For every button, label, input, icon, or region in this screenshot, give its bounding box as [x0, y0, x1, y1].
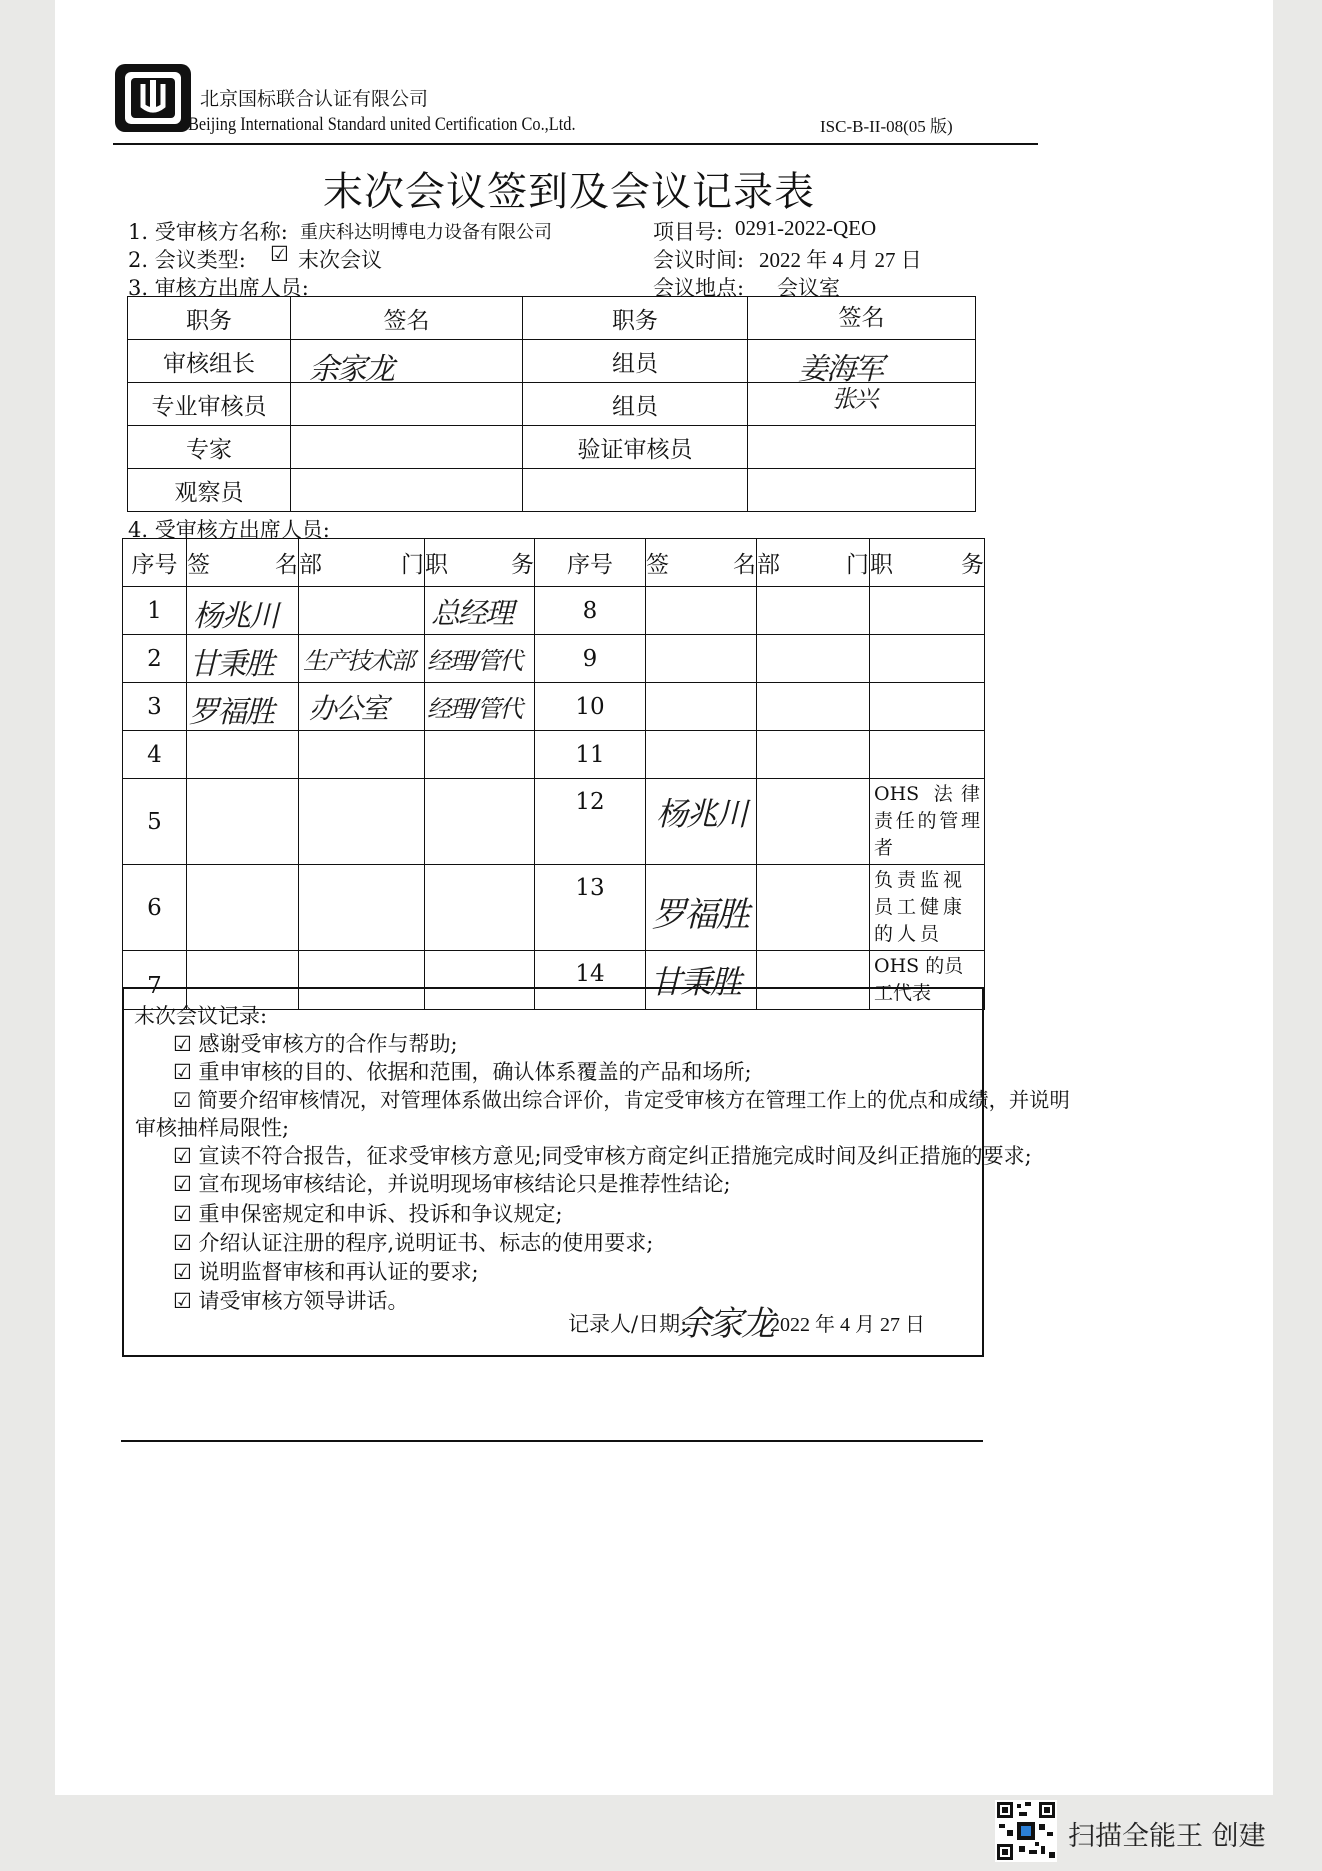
- project-label: 项目号:: [653, 220, 724, 244]
- scanner-watermark-text: 扫描全能王 创建: [1068, 1821, 1266, 1852]
- record-item: [173, 1056, 752, 1086]
- form-code: ISC-B-II-08(05 版): [820, 117, 953, 136]
- header-sign-1: [187, 539, 299, 587]
- auditee-team-row: [123, 731, 985, 779]
- meeting-type-label: 2. 会议类型:: [128, 248, 246, 272]
- signature-cell: [646, 587, 757, 635]
- record-item-text: 宣布现场审核结论，并说明现场审核结论只是推荐性结论;: [198, 1172, 731, 1196]
- record-item-text: 介绍认证注册的程序,说明证书、标志的使用要求;: [198, 1231, 654, 1255]
- position-handwriting: 总经理: [431, 596, 513, 630]
- header-no-1: 序号: [123, 539, 187, 587]
- auditee-team-row: [123, 683, 985, 731]
- signature-cell: [748, 340, 976, 387]
- row-number: 13: [535, 865, 646, 951]
- signature-cell: [291, 469, 523, 512]
- record-item: [173, 1198, 563, 1228]
- department-cell: [299, 587, 425, 635]
- header-no-2: 序号: [535, 539, 646, 587]
- audit-team-row: [128, 383, 976, 426]
- meeting-type-value: 末次会议: [298, 248, 382, 272]
- recorder-date: 2022 年 4 月 27 日: [770, 1314, 925, 1336]
- record-item: [173, 1028, 458, 1058]
- header-post-2: [870, 539, 985, 587]
- record-item-checkbox: ☑: [173, 1088, 192, 1112]
- isc-logo-icon: [113, 62, 193, 134]
- position-cell: [425, 635, 535, 683]
- signature-handwriting: 姜海军: [798, 352, 882, 387]
- company-name-cn: 北京国标联合认证有限公司: [200, 88, 429, 110]
- header-char: 务: [961, 552, 984, 578]
- record-item-checkbox: ☑: [173, 1202, 192, 1226]
- row-number: 3: [123, 683, 187, 731]
- position-cell: [870, 635, 985, 683]
- position-cell: OHS 法律责任的管理者: [870, 779, 985, 865]
- document-sheet: [55, 0, 1273, 1795]
- record-item: [173, 1168, 731, 1198]
- row-number: 14: [535, 951, 646, 1010]
- auditee-team-table: [122, 538, 985, 1010]
- role-cell: 组员: [523, 340, 748, 383]
- row-number: 11: [535, 731, 646, 779]
- record-item-checkbox: ☑: [173, 1289, 192, 1313]
- meeting-place-value: 会议室: [777, 276, 840, 300]
- record-item-text: 简要介绍审核情况，对管理体系做出综合评价，肯定受审核方在管理工作上的优点和成绩，并说明: [197, 1088, 1070, 1112]
- signature-handwriting: 杨兆川: [656, 795, 747, 833]
- project-value: 0291-2022-QEO: [735, 216, 877, 240]
- position-cell: [425, 731, 535, 779]
- row-number: 1: [123, 587, 187, 635]
- signature-cell: [646, 683, 757, 731]
- header-sign-1: 签名: [291, 297, 523, 340]
- department-handwriting: 办公室: [309, 692, 388, 725]
- signature-cell: [291, 426, 523, 469]
- record-item: [173, 1285, 409, 1315]
- header-dept-1: [299, 539, 425, 587]
- signature-cell: [646, 779, 757, 865]
- signature-handwriting: 罗福胜: [652, 895, 748, 935]
- header-char: 门: [846, 552, 869, 578]
- position-handwriting: 经理/管代: [427, 647, 522, 675]
- role-cell: 观察员: [128, 469, 291, 512]
- header-char: 部: [299, 552, 322, 578]
- record-title: 末次会议记录:: [134, 1004, 268, 1028]
- record-item-text: 重申审核的目的、依据和范围，确认体系覆盖的产品和场所;: [198, 1060, 752, 1084]
- position-cell: [425, 683, 535, 731]
- row-number: 10: [535, 683, 646, 731]
- row-number: 6: [123, 865, 187, 951]
- header-post-1: [425, 539, 535, 587]
- page-title: 末次会议签到及会议记录表: [323, 169, 815, 215]
- record-item: [173, 1084, 1070, 1113]
- company-name-en: Beijing International Standard united Certification Co.,Ltd.: [188, 114, 576, 135]
- signature-cell: [748, 383, 976, 426]
- header-char: 名: [733, 552, 756, 578]
- footer-rule: [121, 1440, 983, 1442]
- auditee-team-row: [123, 635, 985, 683]
- header-sign-2: 签名: [748, 297, 976, 340]
- signature-cell: [646, 731, 757, 779]
- auditee-attendees-label: 4. 受审核方出席人员:: [128, 518, 330, 542]
- audit-team-header-row: [128, 297, 976, 340]
- department-cell: [757, 587, 870, 635]
- record-item: [173, 1227, 653, 1257]
- signature-cell: [187, 731, 299, 779]
- auditee-label: 1. 受审核方名称:: [128, 220, 288, 244]
- row-number: 4: [123, 731, 187, 779]
- department-handwriting: 生产技术部: [303, 647, 413, 675]
- auditee-value: 重庆科达明博电力设备有限公司: [300, 222, 552, 243]
- header-rule: [113, 143, 1038, 145]
- signature-cell: [187, 779, 299, 865]
- row-number: 2: [123, 635, 187, 683]
- signature-handwriting: 罗福胜: [189, 695, 273, 730]
- department-cell: [757, 683, 870, 731]
- record-item: [173, 1256, 479, 1286]
- audit-team-table: [127, 296, 976, 512]
- audit-team-row: [128, 340, 976, 383]
- signature-handwriting: 余家龙: [309, 352, 393, 387]
- signature-cell: [748, 426, 976, 469]
- department-cell: [299, 683, 425, 731]
- record-item-text: 宣读不符合报告，征求受审核方意见;同受审核方商定纠正措施完成时间及纠正措施的要求;: [198, 1144, 1032, 1168]
- signature-cell: [187, 865, 299, 951]
- record-item-checkbox: ☑: [173, 1260, 192, 1284]
- header-role-1: 职务: [128, 297, 291, 340]
- position-cell: [870, 587, 985, 635]
- audit-team-row: [128, 469, 976, 512]
- header-role-2: 职务: [523, 297, 748, 340]
- record-item-text: 重申保密规定和申诉、投诉和争议规定;: [198, 1202, 563, 1226]
- record-item-checkbox: ☑: [173, 1060, 192, 1084]
- position-cell: [425, 865, 535, 951]
- record-item-checkbox: ☑: [173, 1032, 192, 1056]
- auditee-team-row: [123, 865, 985, 951]
- record-item: [173, 1140, 1032, 1170]
- signature-handwriting: 甘秉胜: [650, 963, 741, 1001]
- signature-cell: [291, 340, 523, 387]
- header-sign-2: [646, 539, 757, 587]
- record-item-checkbox: ☑: [173, 1172, 192, 1196]
- header-char: 务: [511, 552, 534, 578]
- qr-code-icon: [995, 1800, 1057, 1862]
- recorder-signature: 余家龙: [677, 1304, 773, 1344]
- header-char: 门: [401, 552, 424, 578]
- signature-cell: [748, 469, 976, 512]
- record-item-text: 说明监督审核和再认证的要求;: [198, 1260, 479, 1284]
- row-number: 12: [535, 779, 646, 865]
- signature-cell: [187, 683, 299, 731]
- role-cell: 验证审核员: [523, 426, 748, 469]
- department-cell: [299, 635, 425, 683]
- auditor-attendees-label: 3. 审核方出席人员:: [128, 276, 309, 300]
- auditee-team-row: [123, 779, 985, 865]
- department-cell: [757, 865, 870, 951]
- row-number: 8: [535, 587, 646, 635]
- header-char: 签: [646, 552, 669, 578]
- audit-team-row: [128, 426, 976, 469]
- signature-cell: [646, 865, 757, 951]
- record-item-text: 感谢受审核方的合作与帮助;: [198, 1032, 458, 1056]
- recorder-label: 记录人/日期:: [568, 1312, 688, 1336]
- meeting-type-checkbox: ☑: [270, 242, 289, 266]
- role-cell: 审核组长: [128, 340, 291, 383]
- signature-handwriting: 杨兆川: [193, 599, 277, 634]
- header-char: 名: [275, 552, 298, 578]
- department-cell: [299, 779, 425, 865]
- record-item-checkbox: ☑: [173, 1144, 192, 1168]
- signature-cell: [187, 587, 299, 635]
- record-item-checkbox: ☑: [173, 1231, 192, 1255]
- position-cell: [425, 779, 535, 865]
- header-dept-2: [757, 539, 870, 587]
- row-number: 5: [123, 779, 187, 865]
- department-cell: [757, 731, 870, 779]
- row-number: 7: [123, 951, 187, 1010]
- signature-cell: [646, 635, 757, 683]
- auditee-team-row: [123, 587, 985, 635]
- row-number: 9: [535, 635, 646, 683]
- signature-handwriting: 张兴: [832, 385, 876, 413]
- meeting-place-label: 会议地点:: [653, 276, 745, 300]
- position-cell: [870, 683, 985, 731]
- role-cell: [523, 469, 748, 512]
- record-item-text: 请受审核方领导讲话。: [198, 1289, 409, 1313]
- meeting-time-value: 2022 年 4 月 27 日: [759, 248, 922, 272]
- header-char: 签: [187, 552, 210, 578]
- signature-cell: [187, 635, 299, 683]
- position-cell: OHS 的员工代表: [870, 951, 985, 1010]
- department-cell: [299, 865, 425, 951]
- header-char: 部: [757, 552, 780, 578]
- meeting-time-label: 会议时间:: [653, 248, 745, 272]
- role-cell: 组员: [523, 383, 748, 426]
- record-item-continuation: 审核抽样局限性;: [135, 1116, 290, 1140]
- header-char: 职: [425, 552, 448, 578]
- header-char: 职: [870, 552, 893, 578]
- role-cell: 专家: [128, 426, 291, 469]
- position-cell: [870, 731, 985, 779]
- signature-handwriting: 甘秉胜: [189, 647, 273, 682]
- auditee-team-header-row: [123, 539, 985, 587]
- signature-cell: [291, 383, 523, 426]
- department-cell: [757, 635, 870, 683]
- position-cell: [425, 587, 535, 635]
- department-cell: [299, 731, 425, 779]
- department-cell: [757, 779, 870, 865]
- position-handwriting: 经理/管代: [427, 695, 522, 723]
- role-cell: 专业审核员: [128, 383, 291, 426]
- position-cell: 负责监视员工健康的人员: [870, 865, 985, 951]
